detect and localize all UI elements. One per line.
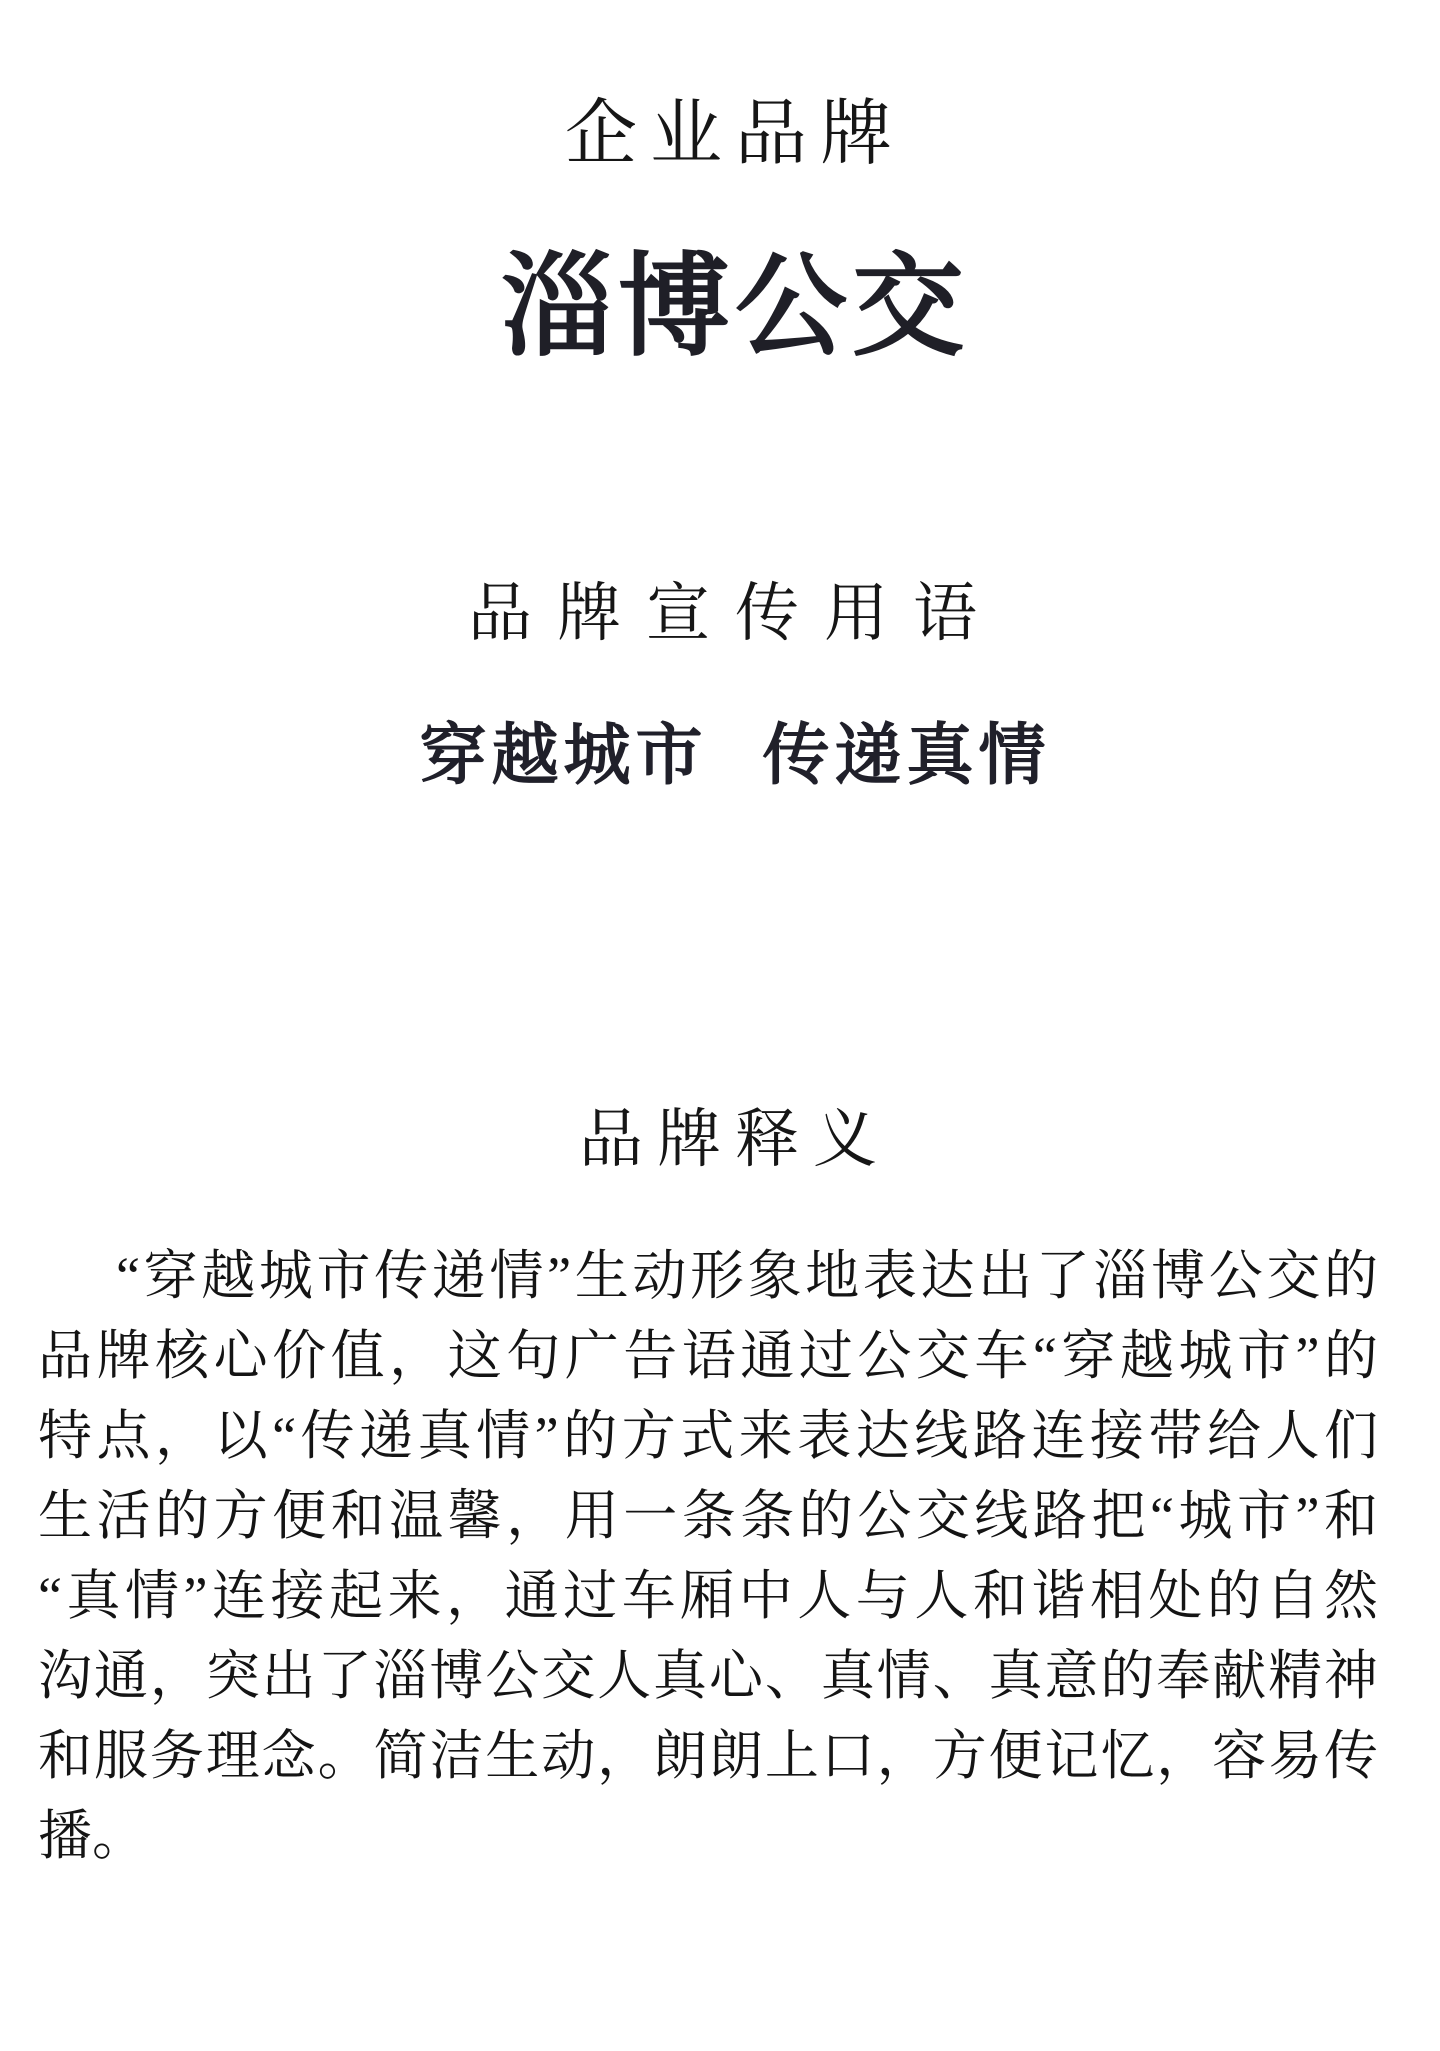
slogan-text [0, 712, 1440, 800]
brand-meaning-paragraph [38, 1236, 1378, 1876]
slogan-part-2: 传递真情 [762, 719, 1051, 793]
paragraph-line: “真情”连接起来，通过车厢中人与人和谐相处的自然 [38, 1566, 1378, 1626]
paragraph-line: 播。 [38, 1806, 146, 1866]
paragraph-line: 和服务理念。简洁生动，朗朗上口，方便记忆，容易传 [38, 1726, 1378, 1786]
paragraph-line: 特点，以“传递真情”的方式来表达线路连接带给人们 [38, 1406, 1378, 1466]
paragraph-line: 生活的方便和温馨，用一条条的公交线路把“城市”和 [38, 1486, 1378, 1546]
paragraph-line: 品牌核心价值，这句广告语通过公交车“穿越城市”的 [38, 1326, 1378, 1386]
brand-meaning-heading: 品牌释义 [579, 1104, 891, 1175]
paragraph-line: 沟通，突出了淄博公交人真心、真情、真意的奉献精神 [38, 1646, 1378, 1706]
company-name-title: 淄博公交 [501, 246, 969, 370]
slogan-heading: 品牌宣传用语 [468, 578, 1002, 649]
corporate-brand-heading: 企业品牌 [564, 94, 905, 174]
slogan-part-1: 穿越城市 [419, 719, 708, 793]
paragraph-line: “穿越城市传递情”生动形象地表达出了淄博公交的 [116, 1246, 1378, 1306]
